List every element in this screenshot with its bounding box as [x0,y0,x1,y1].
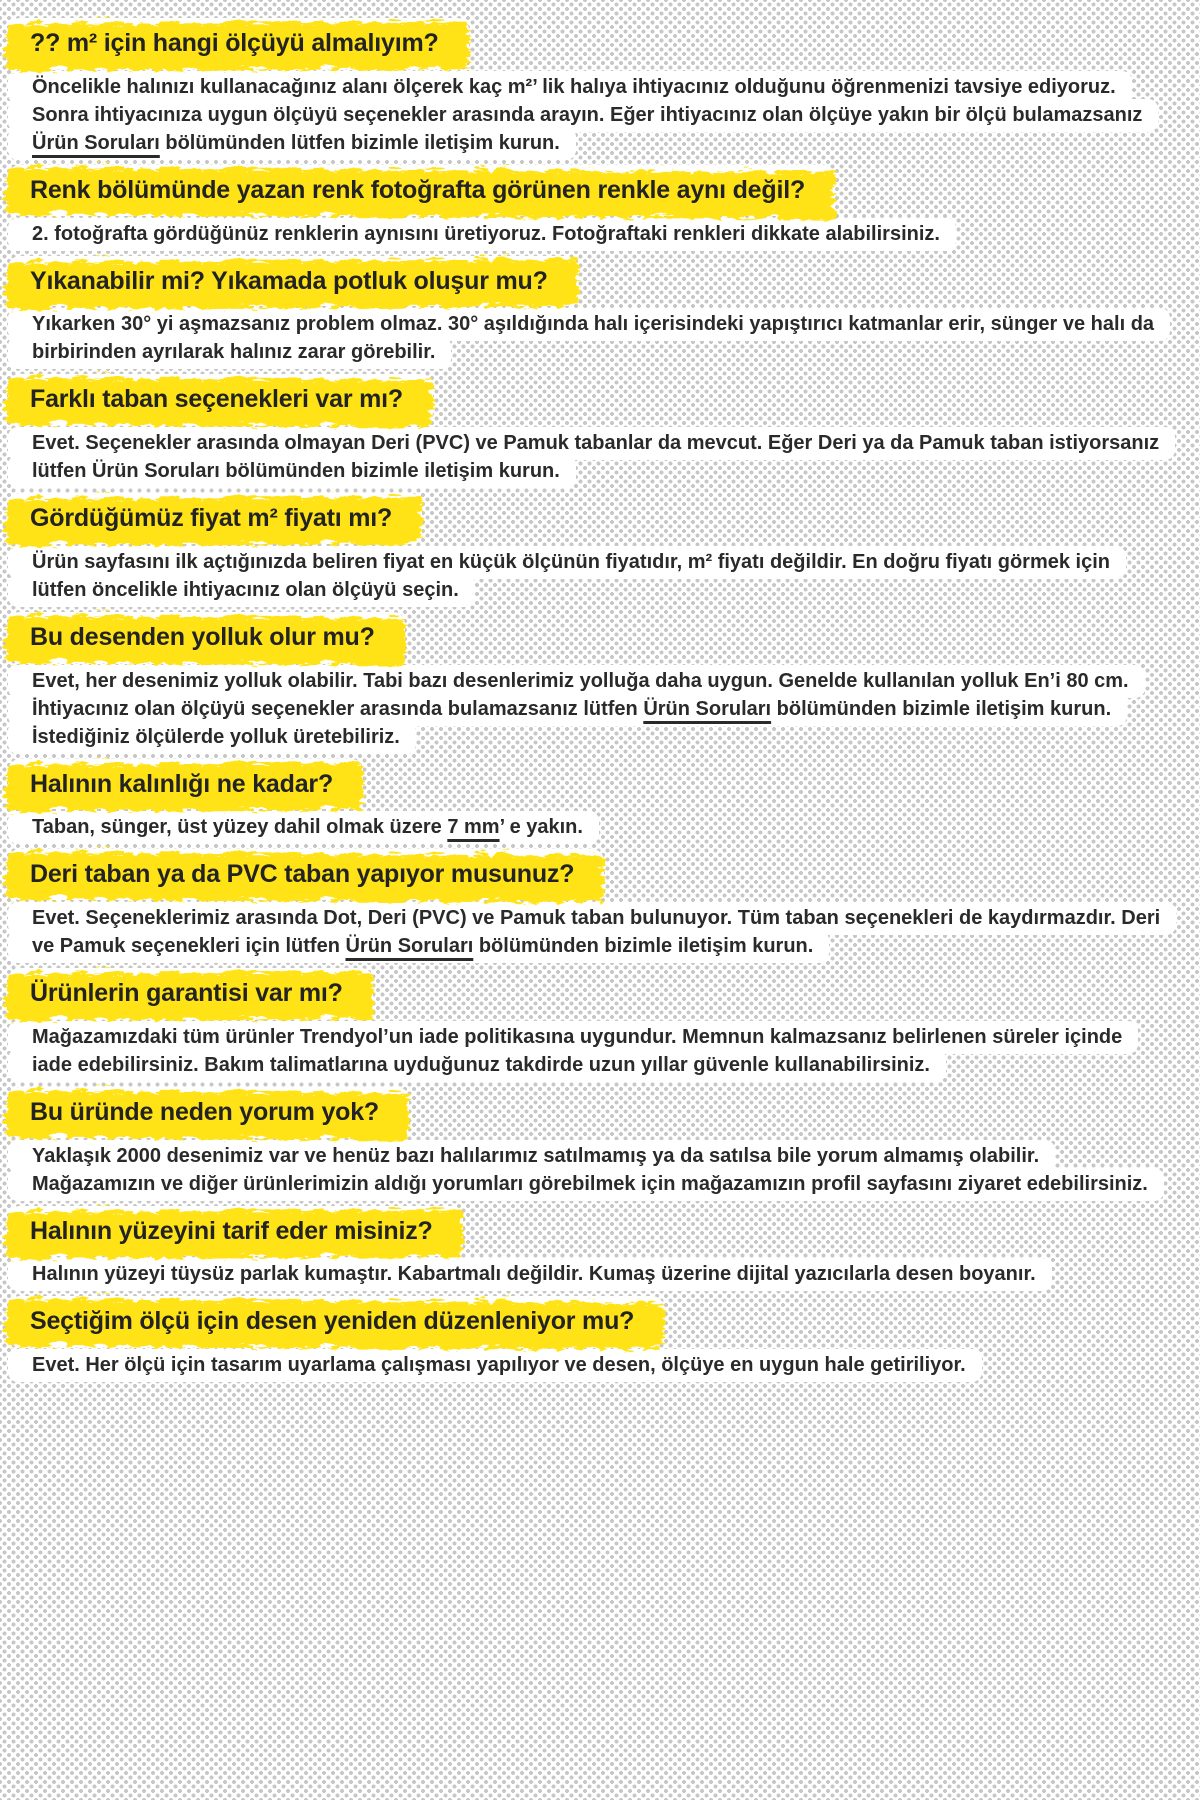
faq-item [8,18,1174,157]
faq-question [8,759,1174,810]
faq-item [8,1296,1174,1379]
faq-answer [8,904,1166,960]
faq-answer [8,813,1166,841]
question-white-plate [8,165,835,216]
question-highlight [18,855,586,894]
question-highlight [18,974,355,1013]
answer-segment: bölümünden lütfen bizimle iletişim kurun. [159,131,560,154]
faq-question [8,493,1174,544]
faq-answer [8,310,1166,366]
question-white-plate [8,18,469,69]
question-highlight [18,1302,646,1341]
faq-answer [8,73,1166,157]
answer-text [8,1021,1138,1082]
answer-text [8,811,599,844]
answer-text [8,902,1176,963]
faq-item [8,849,1174,960]
question-white-plate [8,968,373,1019]
answer-text [8,308,1170,369]
underlined-link-text: 7 mm [447,816,500,839]
question-white-plate [8,1296,664,1347]
answer-segment: Evet, her desenimiz yolluk olabilir. Tabi bazı desenlerimiz yolluğa daha uygun. Genelde kullanılan yolluk En’i 80 cm. İhtiyacınız olan ölçüyü seçenekler arasında bulamazsanız lütfen [32,669,1129,720]
faq-item [8,1206,1174,1289]
question-text: Bu desenden yolluk olur mu? [30,622,375,651]
answer-segment: Yıkarken 30° yi aşmazsanız problem olmaz. 30° aşıldığında halı içerisindeki yapıştırıcı katmanlar erir, sünger ve halı da birbirinden ayrılarak halınız zarar görebilir. [32,313,1155,364]
question-highlight [18,765,345,804]
question-text: Yıkanabilir mi? Yıkamada potluk oluşur mu? [30,266,548,295]
answer-segment: Taban, sünger, üst yüzey dahil olmak üzere [32,816,448,839]
faq-answer [8,220,1166,248]
question-text: Deri taban ya da PVC taban yapıyor musunuz? [30,860,575,889]
question-highlight [18,171,817,210]
question-white-plate [8,493,422,544]
question-text: Bu üründe neden yorum yok? [30,1097,379,1126]
question-text: Seçtiğim ölçü için desen yeniden düzenleniyor mu? [30,1307,635,1336]
question-white-plate [8,1206,463,1257]
answer-segment: bölümünden bizimle iletişim kurun. [473,935,814,957]
question-highlight [18,380,415,419]
faq-item [8,493,1174,604]
faq-item [8,374,1174,485]
question-text: Halının kalınlığı ne kadar? [30,769,334,798]
question-white-plate [8,374,433,425]
question-text: ?? m² için hangi ölçüyü almalıyım? [30,29,439,57]
faq-question [8,374,1174,425]
question-highlight [18,618,387,657]
faq-answer [8,1351,1166,1379]
faq-answer [8,429,1166,485]
answer-text [8,71,1158,160]
answer-segment: Yaklaşık 2000 desenimiz var ve henüz bazı halılarımız satılmamış ya da satılsa bile yorum almamış olabilir. Mağazamızın ve diğer ürünlerimizin aldığı yorumları görebilmek için mağazamızın profil sayfasını ziyaret edebilirsiniz. [32,1144,1148,1195]
question-highlight [18,499,404,538]
question-text: Renk bölümünde yazan renk fotoğrafta görünen renkle aynı değil? [30,175,806,204]
underlined-link-text: Ürün Soruları [345,935,474,957]
answer-segment: Mağazamızdaki tüm ürünler Trendyol’un iade politikasına uygundur. Memnun kalmazsanız belirlenen süreler içinde iade edebilirsiniz. Bakım talimatlarına uyduğunuz takdirde uzun yıllar güvenle kullanabilirsiniz. [32,1025,1123,1076]
answer-segment: Evet. Her ölçü için tasarım uyarlama çalışması yapılıyor ve desen, ölçüye en uygun hale getiriliyor. [32,1354,966,1376]
faq-answer [8,548,1166,604]
question-white-plate [8,612,405,663]
question-white-plate [8,256,578,307]
faq-question [8,165,1174,216]
answer-text [8,546,1126,607]
answer-segment: 2. fotoğrafta gördüğünüz renklerin aynısını üretiyoruz. Fotoğraftaki renkleri dikkate alabilirsiniz. [32,222,940,245]
question-highlight [18,1093,391,1132]
faq-question [8,968,1174,1019]
faq-item [8,1087,1174,1198]
question-highlight [18,1212,445,1251]
question-white-plate [8,1087,409,1138]
faq-item [8,759,1174,842]
faq-item [8,612,1174,751]
faq-item [8,165,1174,248]
faq-answer [8,667,1166,751]
answer-segment: ’ e yakın. [499,816,583,839]
faq-question [8,1206,1174,1257]
underlined-link-text: Ürün Soruları [643,697,772,720]
answer-segment: Öncelikle halınızı kullanacağınız alanı ölçerek kaç m²’ lik halıya ihtiyacınız olduğunu öğrenmenizi tavsiye ediyoruz. Sonra ihtiyacınıza uygun ölçüyü seçenekler arasında arayın. Eğer ihtiyacınız olan ölçüye yakın bir ölçü bulamazsanız [32,75,1143,126]
faq-answer [8,1023,1166,1079]
faq-question [8,849,1174,900]
faq-question [8,18,1174,69]
faq-answer [8,1260,1166,1288]
question-text: Farklı taban seçenekleri var mı? [30,385,403,414]
question-white-plate [8,759,363,810]
question-highlight [18,24,451,63]
underlined-link-text: Ürün Soruları [32,131,160,154]
answer-segment: Ürün sayfasını ilk açtığınızda beliren fiyat en küçük ölçünün fiyatıdır, m² fiyatı değildir. En doğru fiyatı görmek için lütfen öncelikle ihtiyacınız olan ölçüyü seçin. [32,550,1110,601]
faq-answer [8,1142,1166,1198]
question-text: Halının yüzeyini tarif eder misiniz? [30,1216,433,1245]
answer-text [8,218,956,251]
question-text: Ürünlerin garantisi var mı? [30,979,343,1007]
faq-question [8,1087,1174,1138]
answer-segment: bölümünden bizimle iletişim kurun. İstediğiniz ölçülerde yolluk üretebiliriz. [32,697,1112,748]
answer-text [8,665,1145,754]
answer-segment: Evet. Seçeneklerimiz arasında Dot, Deri (PVC) ve Pamuk taban bulunuyor. Tüm taban seçenekleri de kaydırmazdır. Deri ve Pamuk seçenekleri için lütfen [32,907,1161,957]
faq-question [8,256,1174,307]
question-highlight [18,262,560,301]
answer-segment: Evet. Seçenekler arasında olmayan Deri (PVC) ve Pamuk tabanlar da mevcut. Eğer Deri ya da Pamuk taban istiyorsanız lütfen Ürün Soruları bölümünden bizimle iletişim kurun. [32,432,1160,482]
answer-text [8,427,1175,488]
answer-segment: Halının yüzeyi tüysüz parlak kumaştır. Kabartmalı değildir. Kumaş üzerine dijital yazıcılarla desen boyanır. [32,1263,1036,1286]
faq-question [8,1296,1174,1347]
answer-text [8,1258,1052,1291]
answer-text [8,1349,982,1382]
answer-text [8,1140,1164,1201]
faq-item [8,968,1174,1079]
question-white-plate [8,849,604,900]
faq-item [8,256,1174,367]
faq-question [8,612,1174,663]
question-text: Gördüğümüz fiyat m² fiyatı mı? [30,504,393,532]
